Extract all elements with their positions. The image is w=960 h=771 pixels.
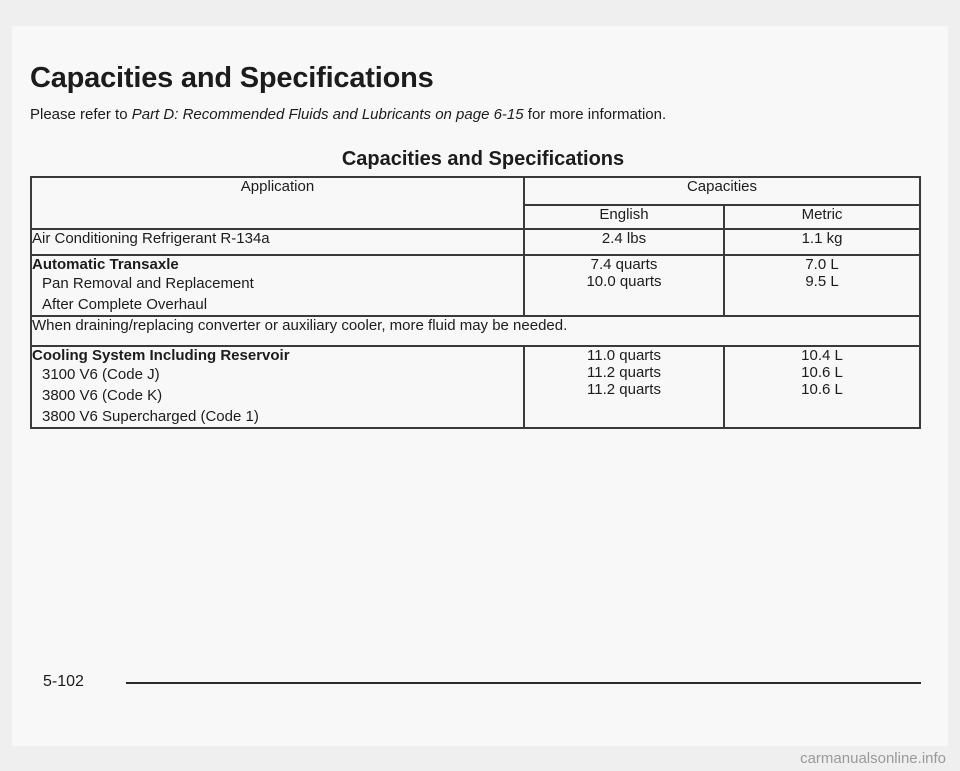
table-title: Capacities and Specifications: [341, 148, 625, 170]
intro-paragraph: [30, 106, 666, 123]
cooling-english: [524, 346, 724, 428]
header-row: [31, 177, 920, 205]
header-metric: Metric: [724, 205, 920, 229]
header-english: English: [524, 205, 724, 229]
transaxle-metric-value: 9.5 L: [805, 273, 839, 290]
header-application: Application: [31, 177, 524, 229]
transaxle-title: Automatic Transaxle: [32, 256, 179, 273]
transaxle-metric: [724, 255, 920, 316]
cooling-item-label: 3800 V6 (Code K): [42, 387, 163, 404]
table-row-ac: [31, 229, 920, 255]
cooling-metric-value: 10.6 L: [801, 381, 843, 398]
table-row-cooling: [31, 346, 920, 428]
transaxle-application: [31, 255, 524, 316]
cooling-english-value: 11.2 quarts: [587, 381, 661, 398]
cooling-english-value: 11.0 quarts: [587, 347, 661, 364]
intro-reference: Part D: Recommended Fluids and Lubricants on page 6-15: [131, 106, 524, 123]
page-number: 5-102: [43, 673, 84, 690]
cooling-item-label: 3800 V6 Supercharged (Code 1): [42, 408, 259, 425]
transaxle-english: [524, 255, 724, 316]
table-row-note: [31, 316, 920, 346]
page-title: Capacities and Specifications: [30, 62, 434, 94]
intro-suffix: for more information.: [523, 106, 667, 123]
capacities-table: [30, 176, 921, 429]
transaxle-item-label: After Complete Overhaul: [42, 296, 208, 313]
header-capacities: Capacities: [524, 177, 920, 205]
watermark: carmanualsonline.info: [800, 750, 946, 767]
cooling-metric: [724, 346, 920, 428]
ac-application: Air Conditioning Refrigerant R-134a: [31, 229, 524, 255]
transaxle-metric-value: 7.0 L: [805, 256, 839, 273]
table-row-transaxle: [31, 255, 920, 316]
transaxle-english-value: 7.4 quarts: [590, 256, 658, 273]
cooling-title: Cooling System Including Reservoir: [32, 347, 290, 364]
transaxle-item-label: Pan Removal and Replacement: [42, 275, 254, 292]
footer-rule: [126, 682, 921, 684]
cooling-metric-value: 10.6 L: [801, 364, 843, 381]
ac-english: 2.4 lbs: [524, 229, 724, 255]
cooling-english-value: 11.2 quarts: [587, 364, 661, 381]
transaxle-note: When draining/replacing converter or auxiliary cooler, more fluid may be needed.: [31, 316, 920, 346]
transaxle-english-value: 10.0 quarts: [586, 273, 662, 290]
cooling-item-label: 3100 V6 (Code J): [42, 366, 160, 383]
cooling-application: [31, 346, 524, 428]
ac-metric: 1.1 kg: [724, 229, 920, 255]
cooling-metric-value: 10.4 L: [801, 347, 843, 364]
intro-prefix: Please refer to: [30, 106, 132, 123]
